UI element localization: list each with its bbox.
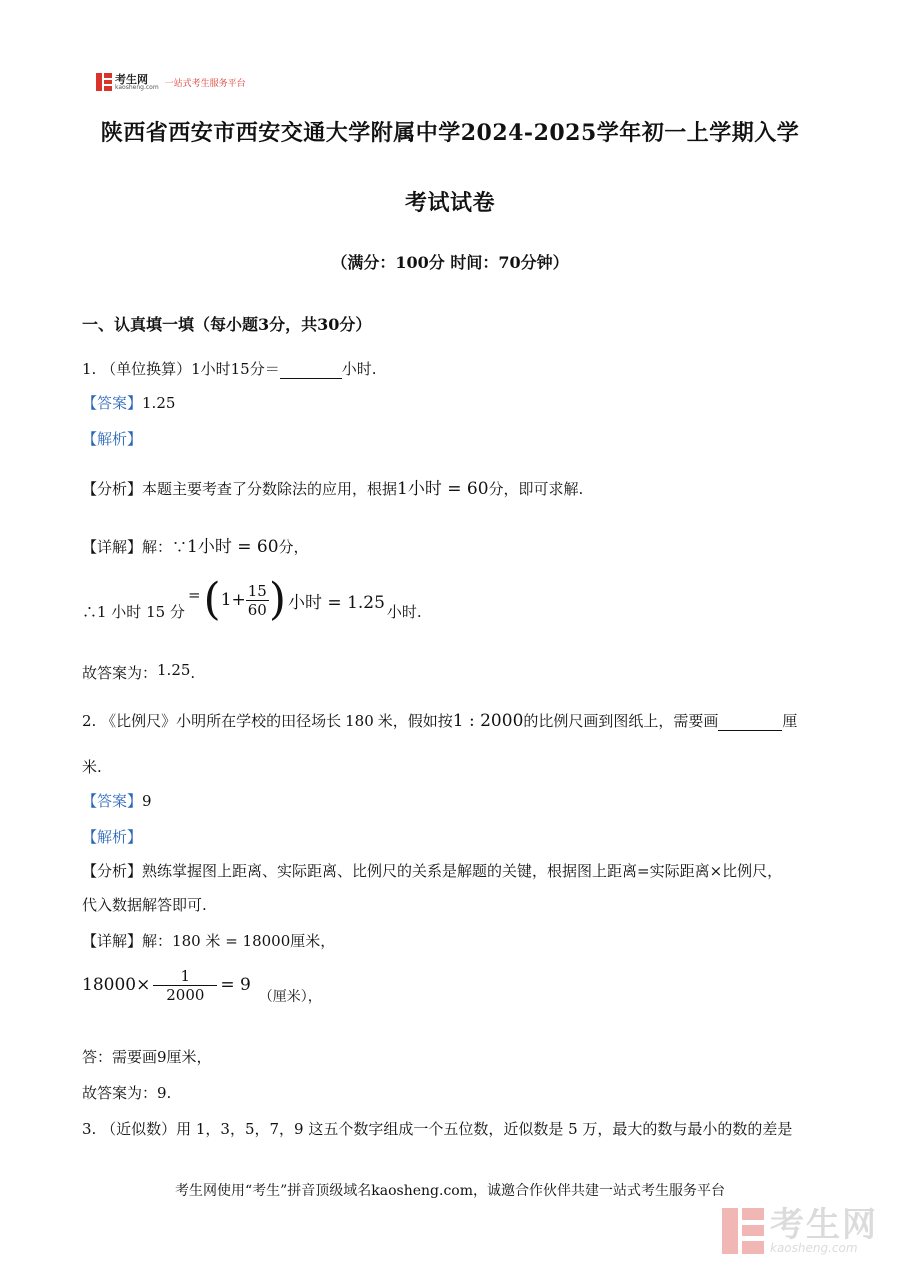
fenxi-text: 熟练掌握图上距离、实际距离、比例尺的关系是解题的关键，根据图上距离=实际距离×比例尺，	[142, 862, 783, 880]
question-1-final	[82, 662, 195, 683]
xiangjie-text: 分，	[278, 538, 309, 556]
page-title-line-2: 考试试卷	[404, 190, 495, 216]
header-logo	[96, 72, 246, 92]
xiangjie-text: 厘米，	[290, 932, 336, 950]
analysis-tag: 【解析】	[82, 828, 143, 846]
question-text: （近似数）用 1，3，5，7，9 这五个数字组成一个五位数，近似数是 5 万，最大的数与最小的数的差是	[101, 1120, 793, 1138]
page-title-line-1: 陕西省西安市西安交通大学附属中学2024-2025学年初一上学期入学	[100, 120, 800, 146]
watermark-domain: kaosheng.com	[770, 1241, 858, 1255]
question-number: 3.	[82, 1120, 97, 1138]
question-text: 厘	[782, 712, 798, 730]
question-2-reply: 答：需要画9厘米，	[82, 1048, 212, 1066]
question-1-xiangjie	[82, 532, 309, 557]
answer-tag: 【答案】	[82, 792, 143, 810]
math-expression: = 9	[220, 975, 251, 995]
question-2-fenxi	[82, 860, 782, 881]
watermark-logo	[722, 1205, 878, 1255]
math-operator: =	[187, 586, 201, 604]
section-heading: 一、认真填一填（每小题3分，共30分）	[82, 315, 372, 334]
question-1-fenxi	[82, 474, 583, 499]
math-value: 180	[345, 712, 374, 730]
math-expression: 1小时 = 60	[187, 537, 279, 557]
question-number: 1.	[82, 360, 97, 378]
math-expression: 180 米 = 18000	[172, 932, 291, 950]
fenxi-text: 分，即可求解.	[488, 480, 584, 498]
logo-slogan: 一站式考生服务平台	[164, 78, 246, 89]
question-2-answer	[82, 790, 152, 811]
exam-info: （满分：100分 时间：70分钟）	[331, 253, 569, 272]
final-text: .	[190, 664, 196, 682]
fenxi-text: 本题主要考查了分数除法的应用，根据	[142, 480, 398, 498]
math-expression: 18000×	[82, 975, 151, 995]
answer-tag: 【答案】	[82, 394, 143, 412]
fraction-denominator: 2000	[166, 985, 205, 1004]
question-2-final: 故答案为：9.	[82, 1084, 172, 1102]
question-1-step	[82, 574, 422, 625]
question-text: 米，假如按	[377, 712, 453, 730]
question-1-analysis-tag	[82, 428, 142, 449]
page-footer: 考生网使用“考生”拼音顶级域名kaosheng.com，诚邀合作伙伴共建一站式考生服务平台	[174, 1183, 726, 1199]
answer-value: 9	[142, 792, 152, 810]
question-2-calc	[82, 964, 322, 1006]
math-expression: 1小时 = 60	[397, 479, 489, 499]
question-2-stem	[82, 710, 797, 731]
question-number: 2.	[82, 712, 97, 730]
fraction-denominator: 60	[247, 600, 267, 619]
question-2-analysis-tag	[82, 826, 142, 847]
calc-unit: （厘米），	[258, 989, 322, 1005]
question-text: （单位换算）1小时15分＝	[101, 360, 280, 378]
watermark-mark-icon	[722, 1208, 764, 1254]
math-expression: 1+	[220, 590, 246, 610]
question-1-answer	[82, 392, 175, 413]
final-value: 1.25	[157, 661, 191, 679]
left-paren-icon: (	[203, 574, 221, 625]
question-1-stem	[82, 358, 377, 379]
xiangjie-text: 解：	[142, 932, 173, 950]
math-expression: 小时 = 1.25	[288, 592, 385, 613]
question-text: 《比例尺》小明所在学校的田径场长	[101, 712, 342, 730]
right-paren-icon: )	[268, 574, 287, 625]
question-text: 小时.	[341, 360, 377, 378]
answer-blank	[280, 363, 342, 379]
logo-name: 考生网	[115, 72, 148, 86]
answer-blank	[718, 715, 782, 731]
xiangjie-tag: 【详解】	[82, 538, 143, 556]
fraction-numerator: 15	[247, 581, 267, 600]
fenxi-tag: 【分析】	[82, 480, 143, 498]
fenxi-tag: 【分析】	[82, 862, 143, 880]
logo-mark-icon	[96, 73, 112, 91]
final-text: 故答案为：	[82, 664, 158, 682]
question-2-stem-cont: 米.	[82, 758, 102, 776]
fraction	[246, 582, 269, 619]
fraction-numerator: 1	[153, 967, 217, 986]
question-2-xiangjie	[82, 930, 335, 951]
math-ratio: 1 : 2000	[452, 711, 524, 731]
xiangjie-text: 解：∵	[142, 538, 188, 556]
question-text: 的比例尺画到图纸上，需要画	[523, 712, 719, 730]
fraction	[153, 967, 217, 1004]
watermark-name: 考生网	[770, 1205, 878, 1245]
logo-domain: kaosheng.com	[115, 83, 159, 91]
step-text: ∴1 小时 15 分	[82, 602, 185, 621]
question-3-stem	[82, 1118, 792, 1139]
analysis-tag: 【解析】	[82, 430, 143, 448]
question-2-fenxi-cont: 代入数据解答即可.	[82, 896, 207, 914]
step-text: 小时.	[386, 602, 422, 621]
answer-value: 1.25	[142, 394, 176, 412]
xiangjie-tag: 【详解】	[82, 932, 143, 950]
